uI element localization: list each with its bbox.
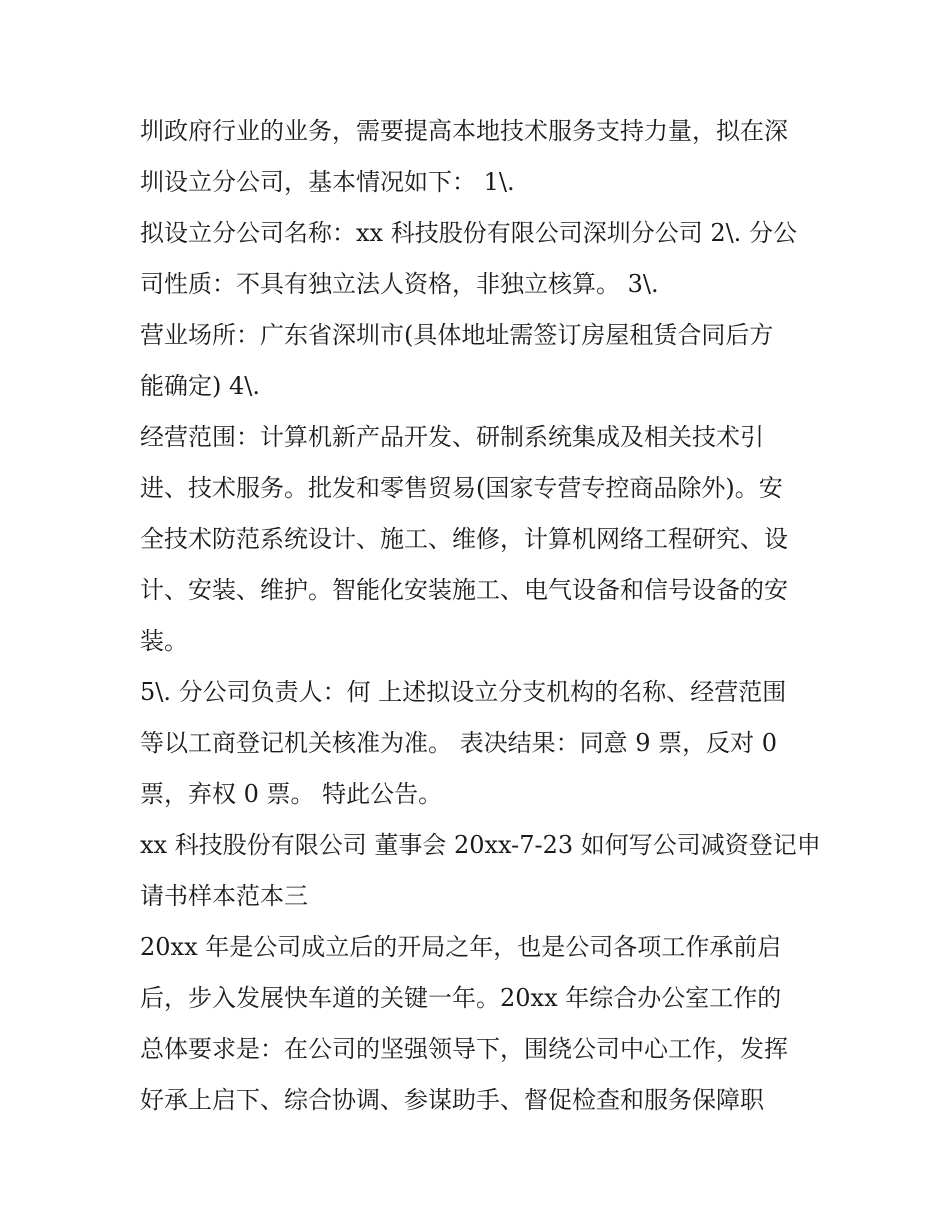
text-line: 能确定) 4\.: [140, 372, 260, 400]
text-line: 请书样本范本三: [140, 882, 308, 910]
text-line: 圳政府行业的业务，需要提高本地技术服务支持力量，拟在深: [140, 117, 788, 145]
text-line: xx 科技股份有限公司 董事会 20xx-7-23 如何写公司减资登记申: [140, 831, 821, 859]
text-line: 20xx 年是公司成立后的开局之年，也是公司各项工作承前启: [140, 933, 782, 961]
text-line: 经营范围：计算机新产品开发、研制系统集成及相关技术引: [140, 423, 764, 451]
text-line: 好承上启下、综合协调、参谋助手、督促检查和服务保障职: [140, 1086, 764, 1114]
text-line: 拟设立分公司名称：xx 科技股份有限公司深圳分公司 2\. 分公: [140, 219, 797, 247]
text-line: 等以工商登记机关核准为准。 表决结果：同意 9 票，反对 0: [140, 729, 778, 757]
text-line: 票，弃权 0 票。 特此公告。: [140, 780, 443, 808]
text-line: 圳设立分公司，基本情况如下： 1\.: [140, 168, 515, 196]
text-line: 司性质：不具有独立法人资格，非独立核算。 3\.: [140, 270, 659, 298]
text-line: 全技术防范系统设计、施工、维修，计算机网络工程研究、设: [140, 525, 788, 553]
text-line: 总体要求是：在公司的坚强领导下，围绕公司中心工作，发挥: [140, 1035, 788, 1063]
text-line: 装。: [140, 627, 188, 655]
document-body: [140, 106, 830, 1126]
text-line: 5\. 分公司负责人：何 上述拟设立分支机构的名称、经营范围: [140, 678, 787, 706]
text-line: 进、技术服务。批发和零售贸易(国家专营专控商品除外)。安: [140, 474, 783, 502]
text-line: 计、安装、维护。智能化安装施工、电气设备和信号设备的安: [140, 576, 788, 604]
text-line: 营业场所：广东省深圳市(具体地址需签订房屋租赁合同后方: [140, 321, 774, 349]
text-line: 后，步入发展快车道的关键一年。20xx 年综合办公室工作的: [140, 984, 782, 1012]
